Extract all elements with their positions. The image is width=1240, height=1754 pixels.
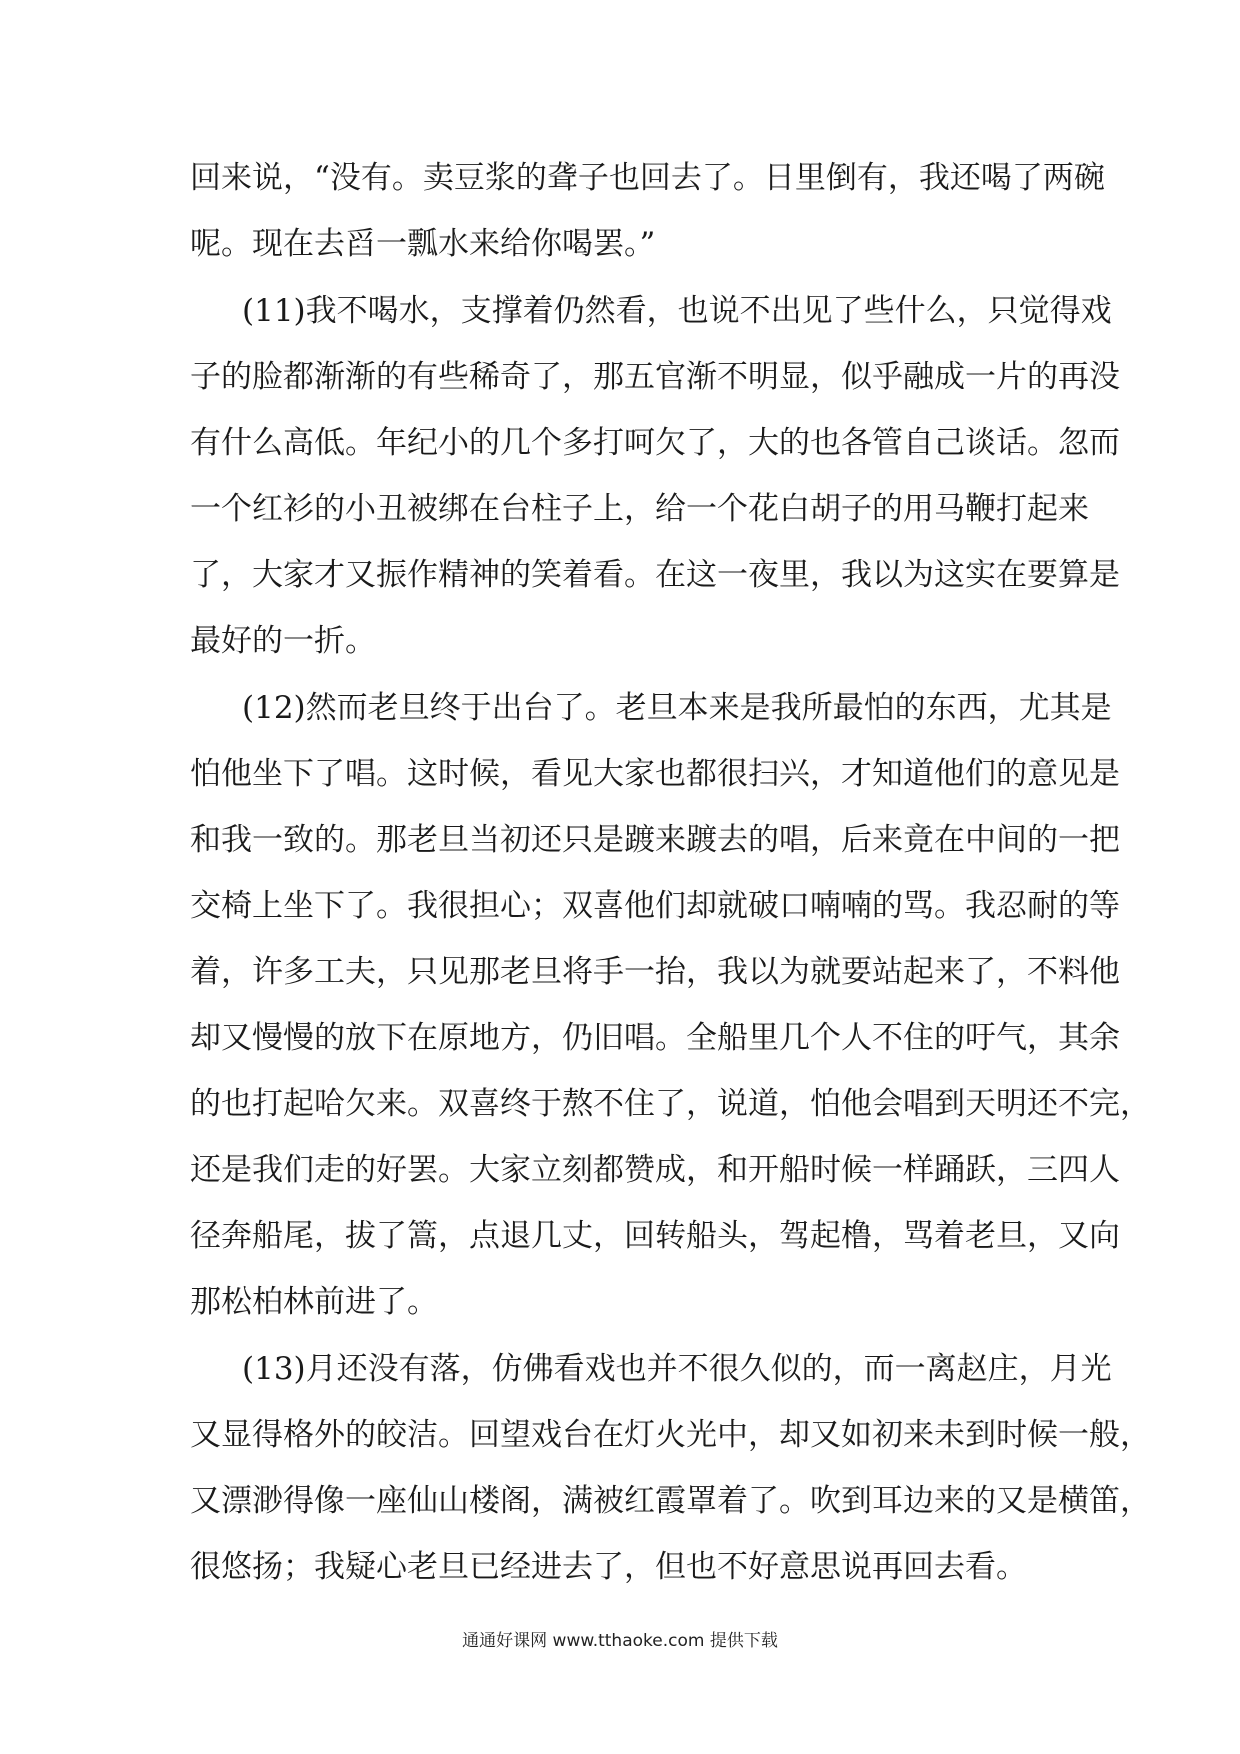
text-line: 了，大家才又振作精神的笑着看。在这一夜里，我以为这实在要算是 [190,557,1120,593]
text-line: 最好的一折。 [190,623,376,659]
text-line: 又显得格外的皎洁。回望戏台在灯火光中，却又如初来未到时候一般， [190,1417,1151,1453]
text-line: 又漂渺得像一座仙山楼阁，满被红霞罩着了。吹到耳边来的又是横笛， [190,1483,1151,1519]
text-line: 着，许多工夫，只见那老旦将手一抬，我以为就要站起来了，不料他 [190,954,1120,990]
text-line: 一个红衫的小丑被绑在台柱子上，给一个花白胡子的用马鞭打起来 [190,491,1089,527]
paragraph-12-start: (12)然而老旦终于出台了。老旦本来是我所最怕的东西，尤其是 [242,690,1112,726]
text-line: 很悠扬；我疑心老旦已经进去了，但也不好意思说再回去看。 [190,1549,1027,1585]
text-line: 那松柏林前进了。 [190,1284,438,1320]
text-line: 的也打起哈欠来。双喜终于熬不住了，说道，怕他会唱到天明还不完， [190,1086,1151,1122]
text-line: 回来说，“没有。卖豆浆的聋子也回去了。日里倒有，我还喝了两碗 [190,160,1105,196]
paragraph-13-start: (13)月还没有落，仿佛看戏也并不很久似的，而一离赵庄，月光 [242,1351,1112,1387]
text-line: 子的脸都渐渐的有些稀奇了，那五官渐不明显，似乎融成一片的再没 [190,359,1120,395]
text-line: 径奔船尾，拔了篙，点退几丈，回转船头，驾起橹，骂着老旦，又向 [190,1218,1120,1254]
text-line: 和我一致的。那老旦当初还只是踱来踱去的唱，后来竟在中间的一把 [190,822,1120,858]
text-line: 却又慢慢的放下在原地方，仍旧唱。全船里几个人不住的吁气，其余 [190,1020,1120,1056]
text-line: 呢。现在去舀一瓢水来给你喝罢。” [190,226,656,262]
text-line: 还是我们走的好罢。大家立刻都赞成，和开船时候一样踊跃，三四人 [190,1152,1120,1188]
page-footer: 通通好课网 www.tthaoke.com 提供下载 [462,1631,778,1651]
text-line: 有什么高低。年纪小的几个多打呵欠了，大的也各管自己谈话。忽而 [190,425,1120,461]
text-line: 交椅上坐下了。我很担心；双喜他们却就破口喃喃的骂。我忍耐的等 [190,888,1120,924]
paragraph-11-start: (11)我不喝水，支撑着仍然看，也说不出见了些什么，只觉得戏 [242,293,1112,329]
text-line: 怕他坐下了唱。这时候，看见大家也都很扫兴，才知道他们的意见是 [190,756,1120,792]
